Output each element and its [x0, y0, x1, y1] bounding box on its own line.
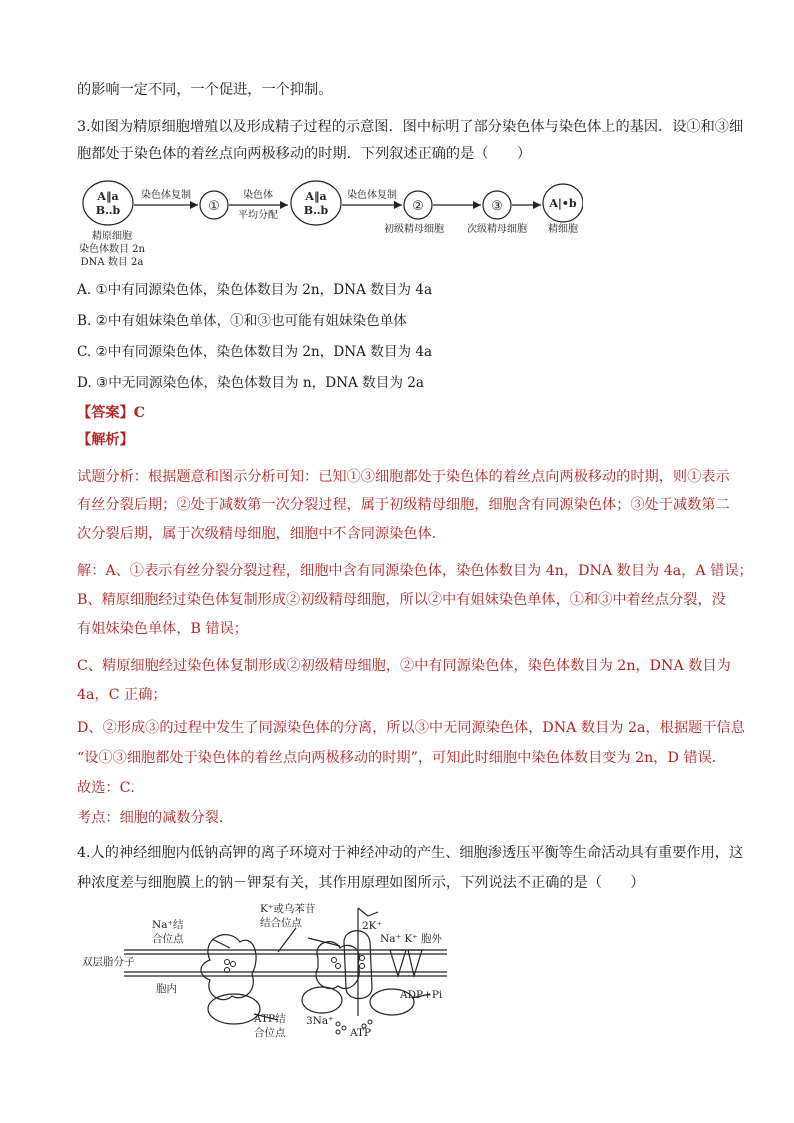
sodium-potassium-pump-diagram [82, 898, 452, 1040]
question-4-stem-cont: 种浓度差与细胞膜上的钠－钾泵有关，其作用原理如图所示，下列说法不正确的是（ ） [77, 875, 645, 891]
na-binding-site-2: 合位点 [152, 933, 184, 945]
label-replicate-1: 染色体复制 [141, 190, 191, 201]
na-binding-site-1: Na⁺结 [152, 919, 184, 931]
knowledge-point: 考点：细胞的减数分裂． [77, 810, 234, 826]
solution-line: C、精原细胞经过染色体复制形成②初级精母细胞，②中有同源染色体，染色体数目为 2n，DNA 数目为 [77, 658, 731, 674]
atp-label: ATP [350, 1027, 372, 1039]
option-d: D. ③中无同源染色体，染色体数目为 n，DNA 数目为 2a [77, 375, 425, 391]
two-k-label: 2K⁺ [362, 920, 383, 932]
analysis-line: 有丝分裂后期；②处于减数第一次分裂过程，属于初级精母细胞，细胞含有同源染色体；③处于减数第二 [77, 497, 730, 513]
question-4-stem: 4.人的神经细胞内低钠高钾的离子环境对于神经冲动的产生、细胞渗透压平衡等生命活动具有重要作用，这 [77, 845, 744, 861]
spermatogenesis-diagram [78, 176, 583, 271]
solution-line: 有姐妹染色单体，B 错误； [77, 621, 248, 637]
label-split-top: 染色体 [243, 190, 273, 201]
caption-sperm: 精细胞 [548, 224, 578, 235]
caption-secondary: 次级精母细胞 [467, 224, 527, 235]
analysis-heading: 【解析】 [77, 432, 134, 448]
question-3-stem: 3.如图为精原细胞增殖以及形成精子过程的示意图．图中标明了部分染色体与染色体上的基因．设①和③细 [77, 119, 744, 135]
sperm-genes: A|•b [549, 197, 577, 210]
choice-line: 故选：C． [77, 780, 145, 796]
three-na-label: 3Na⁺ [306, 1015, 334, 1027]
caption-primary: 初级精母细胞 [384, 224, 444, 235]
caption-start-3: DNA 数目 2a [80, 257, 144, 268]
solution-line: 4a，C 正确； [77, 687, 167, 703]
label-replicate-2: 染色体复制 [347, 190, 397, 201]
option-c: C. ②中有同源染色体，染色体数目为 2n，DNA 数目为 4a [77, 344, 433, 360]
solution-line: 解：A、①表示有丝分裂分裂过程，细胞中含有同源染色体，染色体数目为 4n，DNA 数目为 4a，A 错误； [77, 563, 753, 579]
cell-genes-top: A‖a [305, 190, 327, 203]
label-split-bottom: 平均分配 [238, 210, 278, 221]
solution-line: “设①③细胞都处于染色体的着丝点向两极移动的时期”，可知此时细胞中染色体数目变为 2n，D 错误． [77, 750, 726, 766]
solution-line: B、精原细胞经过染色体复制形成②初级精母细胞，所以②中有姐妹染色单体，①和③中着丝点分裂，没 [77, 592, 726, 608]
circle-1-label: ① [208, 199, 220, 214]
k-binding-site-2: 结合位点 [260, 917, 302, 929]
solution-line: D、②形成③的过程中发生了同源染色体的分离，所以③中无同源染色体，DNA 数目为 2a，根据题干信息 [77, 720, 745, 736]
extracellular-label: Na⁺ K⁺ 胞外 [380, 933, 443, 945]
atp-binding-site-1: ATP结 [254, 1013, 286, 1025]
k-binding-site-1: K⁺或乌苯苷 [260, 903, 316, 915]
adp-label: ADP+Pi [400, 989, 443, 1001]
cell-genes-bottom: B‥b [95, 204, 121, 217]
option-a: A. ①中有同源染色体，染色体数目为 2n，DNA 数目为 4a [77, 282, 433, 298]
lipid-bilayer-label: 双层脂分子 [82, 956, 135, 968]
cell-genes-top: A‖a [97, 190, 119, 203]
caption-start-1: 精原细胞 [92, 231, 132, 242]
analysis-line: 试题分析：根据题意和图示分析可知：已知①③细胞都处于染色体的着丝点向两极移动的时期，则①表示 [77, 469, 730, 485]
circle-3-label: ③ [491, 199, 503, 214]
caption-start-2: 染色体数目 2n [79, 244, 145, 255]
option-b: B. ②中有姐妹染色单体，①和③也可能有姐妹染色单体 [77, 313, 407, 329]
cell-genes-bottom: B‥b [303, 204, 329, 217]
circle-2-label: ② [412, 199, 424, 214]
analysis-line: 次分裂后期，属于次级精母细胞，细胞中不含同源染色体． [77, 526, 446, 542]
atp-binding-site-2: 合位点 [254, 1027, 286, 1039]
answer-label: 【答案】C [77, 405, 146, 421]
question-3-stem-cont: 胞都处于染色体的着丝点向两极移动的时期．下列叙述正确的是（ ） [77, 146, 532, 162]
intracellular-label: 胞内 [156, 983, 177, 995]
text-line: 的影响一定不同，一个促进，一个抑制。 [77, 82, 333, 98]
